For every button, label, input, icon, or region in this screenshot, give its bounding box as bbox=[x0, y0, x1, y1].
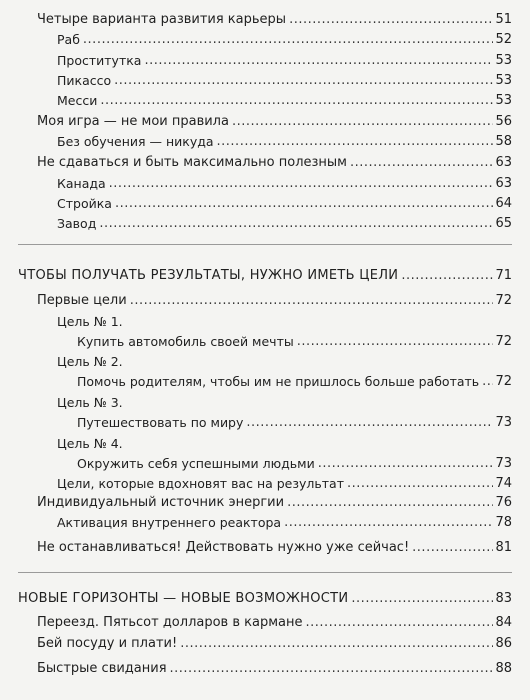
toc-leader-dots bbox=[99, 214, 493, 234]
toc-page-number: 53 bbox=[495, 93, 512, 108]
toc-entry bbox=[0, 153, 530, 173]
toc-entry bbox=[0, 112, 530, 132]
toc-entry-title: Цели, которые вдохновят вас на результат bbox=[57, 476, 344, 491]
toc-leader-dots bbox=[130, 291, 494, 311]
toc-entry bbox=[0, 352, 530, 372]
toc-leader-dots bbox=[109, 174, 494, 194]
toc-entry bbox=[0, 312, 530, 332]
toc-entry-title: Не останавливаться! Действовать нужно уже сейчас! bbox=[37, 540, 410, 555]
toc-entry-title: Купить автомобиль своей мечты bbox=[77, 334, 294, 349]
toc-page-number: 74 bbox=[495, 476, 512, 491]
toc-leader-dots bbox=[217, 132, 494, 152]
toc-leader-dots bbox=[412, 538, 493, 558]
toc-entry bbox=[0, 659, 530, 679]
toc-page-number: 81 bbox=[495, 540, 512, 555]
toc-page-number: 63 bbox=[495, 176, 512, 191]
toc-entry-title: Канада bbox=[57, 176, 106, 191]
toc-page-number: 72 bbox=[495, 334, 512, 349]
toc-entry-title: Пикассо bbox=[57, 73, 112, 88]
toc-leader-dots bbox=[289, 10, 493, 30]
toc-entry bbox=[0, 71, 530, 91]
toc-page-number: 63 bbox=[495, 155, 512, 170]
toc-page-number: 83 bbox=[495, 591, 512, 606]
toc-leader-dots bbox=[114, 71, 493, 91]
toc-entry bbox=[0, 194, 530, 214]
toc-entry-title: Завод bbox=[57, 216, 97, 231]
toc-entry bbox=[0, 613, 530, 633]
toc-entry bbox=[0, 91, 530, 111]
toc-leader-dots bbox=[297, 332, 494, 352]
toc-page-number: 64 bbox=[495, 196, 512, 211]
toc-part-heading bbox=[0, 266, 530, 286]
toc-entry bbox=[0, 634, 530, 654]
toc-leader-dots bbox=[347, 474, 493, 494]
toc-entry bbox=[0, 513, 530, 533]
toc-entry-title: Проститутка bbox=[57, 53, 142, 68]
toc-entry-title: Без обучения — никуда bbox=[57, 134, 214, 149]
toc-entry-title: Первые цели bbox=[37, 293, 127, 308]
toc-page-number: 53 bbox=[495, 53, 512, 68]
toc-entry bbox=[0, 413, 530, 433]
toc-leader-dots bbox=[287, 493, 493, 513]
toc-leader-dots bbox=[83, 30, 494, 50]
toc-page-number: 88 bbox=[495, 661, 512, 676]
toc-leader-dots bbox=[284, 513, 493, 533]
toc-page-number: 76 bbox=[495, 495, 512, 510]
toc-entry-title: Не сдаваться и быть максимально полезным bbox=[37, 155, 347, 170]
toc-leader-dots bbox=[180, 634, 493, 654]
toc-entry-title: Окружить себя успешными людьми bbox=[77, 456, 315, 471]
toc-page-number: 86 bbox=[495, 636, 512, 651]
toc-leader-dots bbox=[100, 91, 493, 111]
toc-entry-title: Активация внутреннего реактора bbox=[57, 515, 282, 530]
toc-entry bbox=[0, 10, 530, 30]
toc-entry-title: Раб bbox=[57, 32, 80, 47]
toc-entry bbox=[0, 214, 530, 234]
toc-entry bbox=[0, 434, 530, 454]
toc-entry-title: Индивидуальный источник энергии bbox=[37, 495, 285, 510]
toc-entry-title: Бей посуду и плати! bbox=[37, 636, 178, 651]
toc-entry bbox=[0, 372, 530, 392]
toc-entry-title: Цель № 1. bbox=[57, 314, 123, 329]
toc-leader-dots bbox=[232, 112, 493, 132]
toc-leader-dots bbox=[144, 51, 493, 71]
toc-page-number: 51 bbox=[495, 12, 512, 27]
toc-entry bbox=[0, 51, 530, 71]
toc-entry bbox=[0, 30, 530, 50]
toc-page-number: 72 bbox=[495, 293, 512, 308]
toc-entry bbox=[0, 332, 530, 352]
toc-entry-title: НОВЫЕ ГОРИЗОНТЫ — НОВЫЕ ВОЗМОЖНОСТИ bbox=[18, 591, 349, 606]
toc-page-number: 78 bbox=[495, 515, 512, 530]
toc-leader-dots bbox=[246, 413, 493, 433]
toc-entry-title: Цель № 4. bbox=[57, 436, 123, 451]
toc-page-number: 72 bbox=[495, 374, 512, 389]
toc-part-heading bbox=[0, 589, 530, 609]
toc-leader-dots bbox=[350, 153, 493, 173]
toc-entry bbox=[0, 454, 530, 474]
toc-entry bbox=[0, 174, 530, 194]
toc-entry-title: Путешествовать по миру bbox=[77, 415, 244, 430]
toc-leader-dots bbox=[351, 589, 493, 609]
toc-page-number: 73 bbox=[495, 456, 512, 471]
toc-page-number: 65 bbox=[495, 216, 512, 231]
toc-page-number: 71 bbox=[495, 268, 512, 283]
toc-entry-title: Помочь родителям, чтобы им не пришлось больше работать bbox=[77, 374, 480, 389]
toc-entry bbox=[0, 291, 530, 311]
toc-leader-dots bbox=[318, 454, 494, 474]
toc-entry-title: Цель № 2. bbox=[57, 354, 123, 369]
toc-entry bbox=[0, 538, 530, 558]
section-divider bbox=[18, 244, 512, 245]
toc-page-number: 53 bbox=[495, 73, 512, 88]
toc-entry-title: Переезд. Пятьсот долларов в кармане bbox=[37, 615, 303, 630]
toc-entry-title: Стройка bbox=[57, 196, 112, 211]
toc-page-number: 73 bbox=[495, 415, 512, 430]
toc-leader-dots bbox=[170, 659, 494, 679]
toc-entry-title: ЧТОБЫ ПОЛУЧАТЬ РЕЗУЛЬТАТЫ, НУЖНО ИМЕТЬ ЦЕЛИ bbox=[18, 268, 399, 283]
toc-entry-title: Цель № 3. bbox=[57, 395, 123, 410]
toc-entry bbox=[0, 132, 530, 152]
toc-entry-title: Месси bbox=[57, 93, 98, 108]
toc-page-number: 56 bbox=[495, 114, 512, 129]
toc-leader-dots bbox=[482, 372, 493, 392]
toc-entry bbox=[0, 493, 530, 513]
toc-leader-dots bbox=[115, 194, 494, 214]
toc-page-number: 84 bbox=[495, 615, 512, 630]
toc-entry bbox=[0, 474, 530, 494]
toc-entry-title: Моя игра — не мои правила bbox=[37, 114, 229, 129]
section-divider bbox=[18, 572, 512, 573]
toc-page-number: 52 bbox=[495, 32, 512, 47]
toc-leader-dots bbox=[305, 613, 493, 633]
toc-entry-title: Четыре варианта развития карьеры bbox=[37, 12, 287, 27]
toc-entry-title: Быстрые свидания bbox=[37, 661, 167, 676]
toc-leader-dots bbox=[401, 266, 493, 286]
toc-entry bbox=[0, 393, 530, 413]
toc-page-number: 58 bbox=[495, 134, 512, 149]
